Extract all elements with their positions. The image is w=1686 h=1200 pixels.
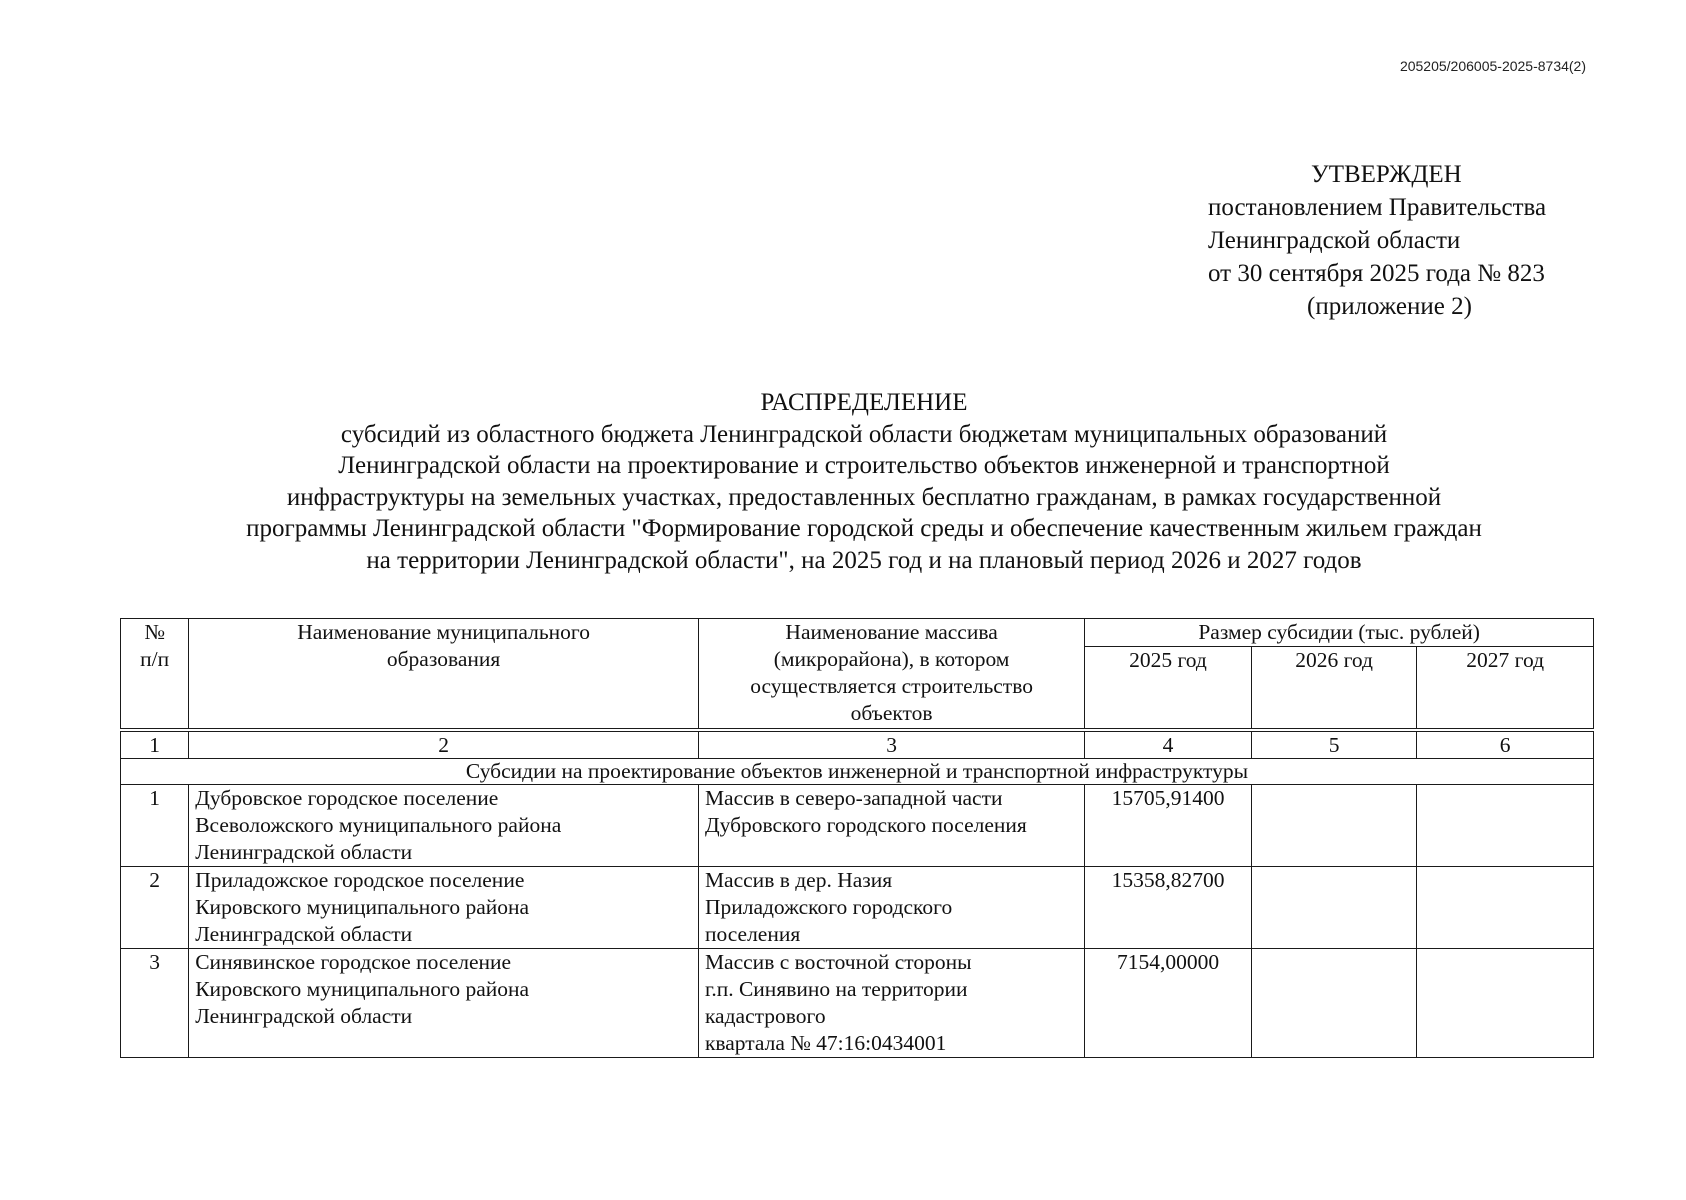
massiv-cell: Массив в северо-западной части Дубровского городского поселения (698, 785, 1084, 867)
header-subsidy-amount: Размер субсидии (тыс. рублей) (1085, 619, 1594, 647)
title-line: программы Ленинградской области "Формирование городской среды и обеспечение качественным жильем граждан (246, 515, 1482, 542)
title-line: на территории Ленинградской области", на 2025 год и на плановый период 2026 и 2027 годов (366, 546, 1362, 574)
column-index: 4 (1085, 730, 1252, 759)
title-line: инфраструктуры на земельных участках, предоставленных бесплатно гражданам, в рамках государственной (286, 483, 1442, 511)
municipality-cell: Приладожское городское поселение Кировского муниципального района Ленинградской области (189, 867, 699, 949)
amount-2027-cell (1417, 867, 1594, 949)
amount-2027-cell (1417, 785, 1594, 867)
massiv-cell: Массив с восточной стороны г.п. Синявино на территории кадастрового квартала № 47:16:0434001 (698, 949, 1084, 1058)
approved-label: УТВЕРЖДЕН (1311, 161, 1462, 188)
approval-line-1: постановлением Правительства (1208, 194, 1547, 221)
column-index: 1 (121, 730, 189, 759)
massiv-cell: Массив в дер. Назия Приладожского городского поселения (698, 867, 1084, 949)
row-number: 1 (121, 785, 189, 867)
title-line: субсидий из областного бюджета Ленинградской области бюджетам муниципальных образований (340, 420, 1388, 448)
table-row (121, 867, 1594, 949)
municipality-cell: Дубровское городское поселение Всеволожского муниципального района Ленинградской области (189, 785, 699, 867)
amount-2027-cell (1417, 949, 1594, 1058)
section-title: Субсидии на проектирование объектов инженерной и транспортной инфраструктуры (121, 759, 1594, 785)
header-year-2026: 2026 год (1251, 647, 1417, 731)
header-year-2025: 2025 год (1085, 647, 1252, 731)
header-year-2027: 2027 год (1417, 647, 1594, 731)
document-registration-number: 205205/206005-2025-8734(2) (1399, 58, 1586, 74)
document-title (100, 387, 1628, 576)
approval-appendix: (приложение 2) (1307, 293, 1472, 320)
section-row (121, 759, 1594, 785)
column-index: 6 (1417, 730, 1594, 759)
municipality-cell: Синявинское городское поселение Кировского муниципального района Ленинградской области (189, 949, 699, 1058)
column-index: 5 (1251, 730, 1417, 759)
approval-line-2: Ленинградской области (1208, 227, 1461, 254)
amount-2026-cell (1251, 785, 1417, 867)
amount-2026-cell (1251, 949, 1417, 1058)
approval-stamp-block (1208, 158, 1588, 323)
header-massiv: Наименование массива (микрорайона), в котором осуществляется строительство объектов (698, 619, 1084, 731)
amount-2025-cell: 15358,82700 (1085, 867, 1252, 949)
header-number: № п/п (121, 619, 189, 731)
approval-line-3: от 30 сентября 2025 года № 823 (1208, 260, 1545, 287)
row-number: 3 (121, 949, 189, 1058)
column-index: 3 (698, 730, 1084, 759)
amount-2025-cell: 15705,91400 (1085, 785, 1252, 867)
title-heading: РАСПРЕДЕЛЕНИЕ (760, 389, 968, 416)
row-number: 2 (121, 867, 189, 949)
table-row (121, 949, 1594, 1058)
column-index: 2 (189, 730, 699, 759)
column-index-row (121, 730, 1594, 759)
amount-2026-cell (1251, 867, 1417, 949)
table-row (121, 785, 1594, 867)
amount-2025-cell: 7154,00000 (1085, 949, 1252, 1058)
table-header-row (121, 619, 1594, 647)
subsidy-distribution-table (120, 618, 1594, 1058)
header-municipality: Наименование муниципального образования (189, 619, 699, 731)
title-line: Ленинградской области на проектирование и строительство объектов инженерной и транспортной (338, 452, 1390, 479)
